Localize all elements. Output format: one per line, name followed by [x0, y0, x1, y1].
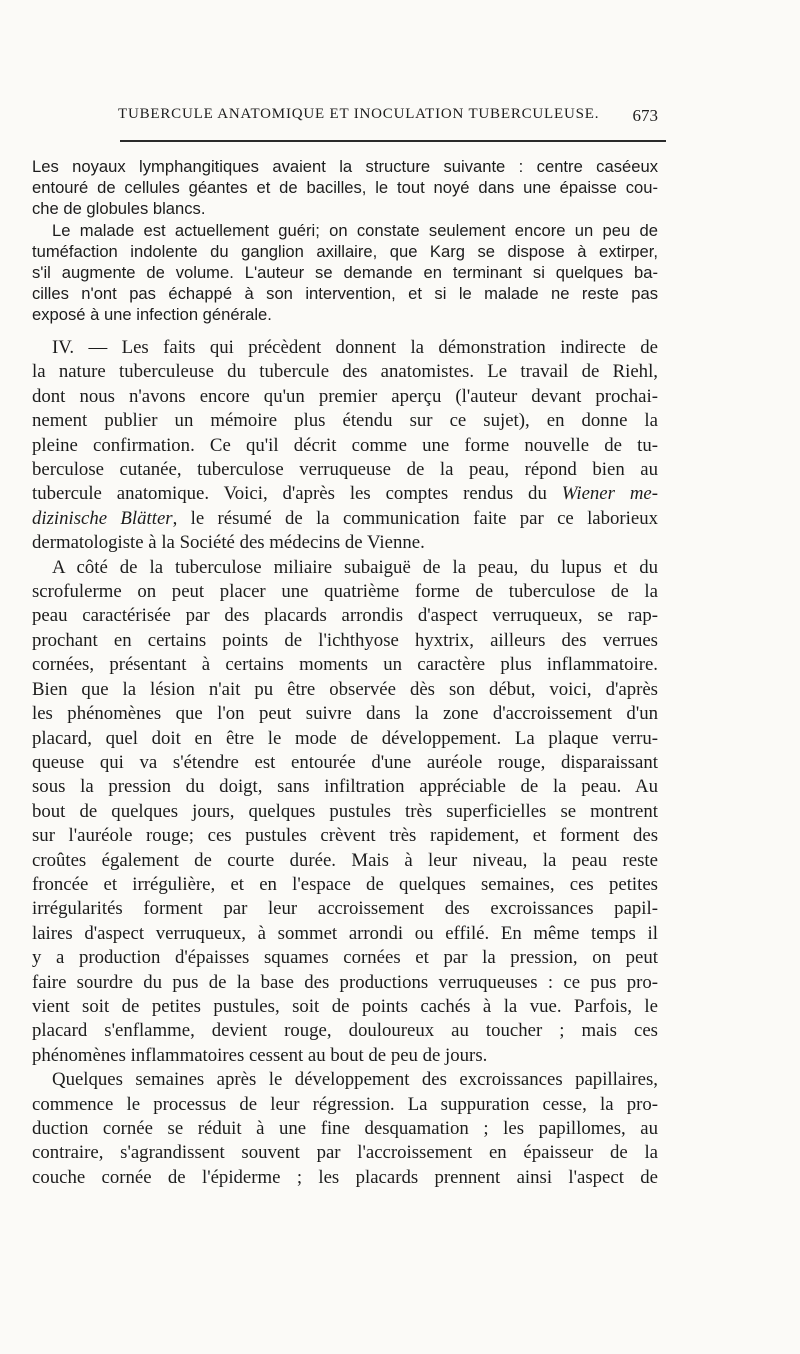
text-segment: , le résumé de la communication faite par ce laborieux: [172, 507, 659, 529]
text-line: exposé à une infection générale.: [32, 305, 272, 325]
page-number: 673: [632, 106, 658, 125]
text-line: placard, quel doit en être le mode de développement. La plaque verru-: [32, 727, 658, 749]
text-line: vient soit de petites pustules, soit de points cachés à la vue. Parfois, le: [32, 995, 658, 1017]
text-line: entouré de cellules géantes et de bacilles, le tout noyé dans une épaisse cou-: [32, 178, 658, 198]
text-line: phénomènes inflammatoires cessent au bout de peu de jours.: [32, 1044, 488, 1066]
text-line: Les noyaux lymphangitiques avaient la structure suivante : centre caséeux: [32, 157, 658, 176]
running-title: TUBERCULE ANATOMIQUE ET INOCULATION TUBERCULEUSE.: [118, 106, 600, 122]
running-head: [118, 106, 658, 128]
text-line: [32, 507, 658, 531]
text-line: contraire, s'agrandissent souvent par l'accroissement en épaisseur de la: [32, 1142, 658, 1164]
text-line: dermatologiste à la Société des médecins de Vienne.: [32, 532, 425, 554]
text-line: prochant en certains points de l'ichthyose hyxtrix, ailleurs des verrues: [32, 629, 658, 651]
text-segment: tubercule anatomique. Voici, d'après les comptes rendus du: [32, 483, 547, 505]
main-paragraphs: [32, 336, 658, 1190]
text-line: les phénomènes que l'on peut suivre dans la zone d'accroissement d'un: [32, 703, 658, 725]
journal-title-segment: Wiener me-: [561, 483, 658, 505]
text-line: che de globules blancs.: [32, 199, 206, 219]
text-line: Quelques semaines après le développement des excroissances papillaires,: [52, 1069, 658, 1091]
text-line: tuméfaction indolente du ganglion axillaire, que Karg se dispose à extirper,: [32, 241, 658, 261]
text-line: laires d'aspect verruqueux, à sommet arrondi ou effilé. En même temps il: [32, 922, 658, 944]
text-line: nement publier un mémoire plus étendu sur ce sujet), en donne la: [32, 410, 658, 432]
text-line: froncée et irrégulière, et en l'espace de quelques semaines, ces petites: [32, 873, 658, 895]
text-line: Bien que la lésion n'ait pu être observée dès son début, voici, d'après: [32, 678, 658, 700]
text-line: cornées, présentant à certains moments un caractère plus inflammatoire.: [32, 654, 658, 676]
text-line: queuse qui va s'étendre est entourée d'une auréole rouge, disparaissant: [32, 751, 658, 773]
text-line: duction cornée se réduit à une fine desquamation ; les papillomes, au: [32, 1118, 658, 1139]
text-line: placard s'enflamme, devient rouge, douloureux au toucher ; mais ces: [32, 1020, 658, 1042]
text-line: irrégularités forment par leur accroissement des excroissances papil-: [32, 898, 658, 920]
journal-title-segment: dizinische Blätter: [32, 507, 173, 529]
text-line: peau caractérisée par des placards arrondis d'aspect verruqueux, se rap-: [32, 605, 658, 627]
text-line: A côté de la tuberculose miliaire subaiguë de la peau, du lupus et du: [52, 556, 658, 578]
text-line: s'il augmente de volume. L'auteur se demande en terminant si quelques ba-: [32, 263, 658, 283]
text-line: couche cornée de l'épiderme ; les placards prennent ainsi l'aspect de: [32, 1166, 658, 1188]
text-line: commence le processus de leur régression. La suppuration cesse, la pro-: [32, 1093, 658, 1115]
text-line: scrofulerme on peut placer une quatrième forme de tuberculose de la: [32, 581, 658, 603]
text-line: sur l'auréole rouge; ces pustules crèvent très rapidement, et forment des: [32, 825, 658, 847]
text-line: pleine confirmation. Ce qu'il décrit comme une forme nouvelle de tu-: [32, 434, 658, 456]
text-line: IV. — Les faits qui précèdent donnent la démonstration indirecte de: [52, 337, 658, 358]
text-line: cilles n'ont pas échappé à son intervention, et si le malade ne reste pas: [32, 284, 658, 304]
text-line: y a production d'épaisses squames cornées et par la pression, on peut: [32, 947, 658, 969]
text-line: berculose cutanée, tuberculose verruqueuse de la peau, répond bien au: [32, 459, 658, 481]
text-line: la nature tuberculeuse du tubercule des anatomistes. Le travail de Riehl,: [32, 361, 658, 383]
header-rule: [120, 140, 666, 142]
text-line: Le malade est actuellement guéri; on constate seulement encore un peu de: [52, 220, 658, 240]
small-print-paragraphs: [32, 156, 658, 326]
text-line: dont nous n'avons encore qu'un premier aperçu (l'auteur devant prochai-: [32, 385, 658, 407]
text-line: croûtes également de courte durée. Mais à leur niveau, la peau reste: [32, 849, 658, 871]
text-line: faire sourdre du pus de la base des productions verruqueuses : ce pus pro-: [32, 971, 658, 993]
text-line: [32, 482, 658, 506]
text-line: bout de quelques jours, quelques pustules très superficielles se montrent: [32, 800, 658, 822]
text-line: sous la pression du doigt, sans infiltration appréciable de la peau. Au: [32, 776, 658, 798]
